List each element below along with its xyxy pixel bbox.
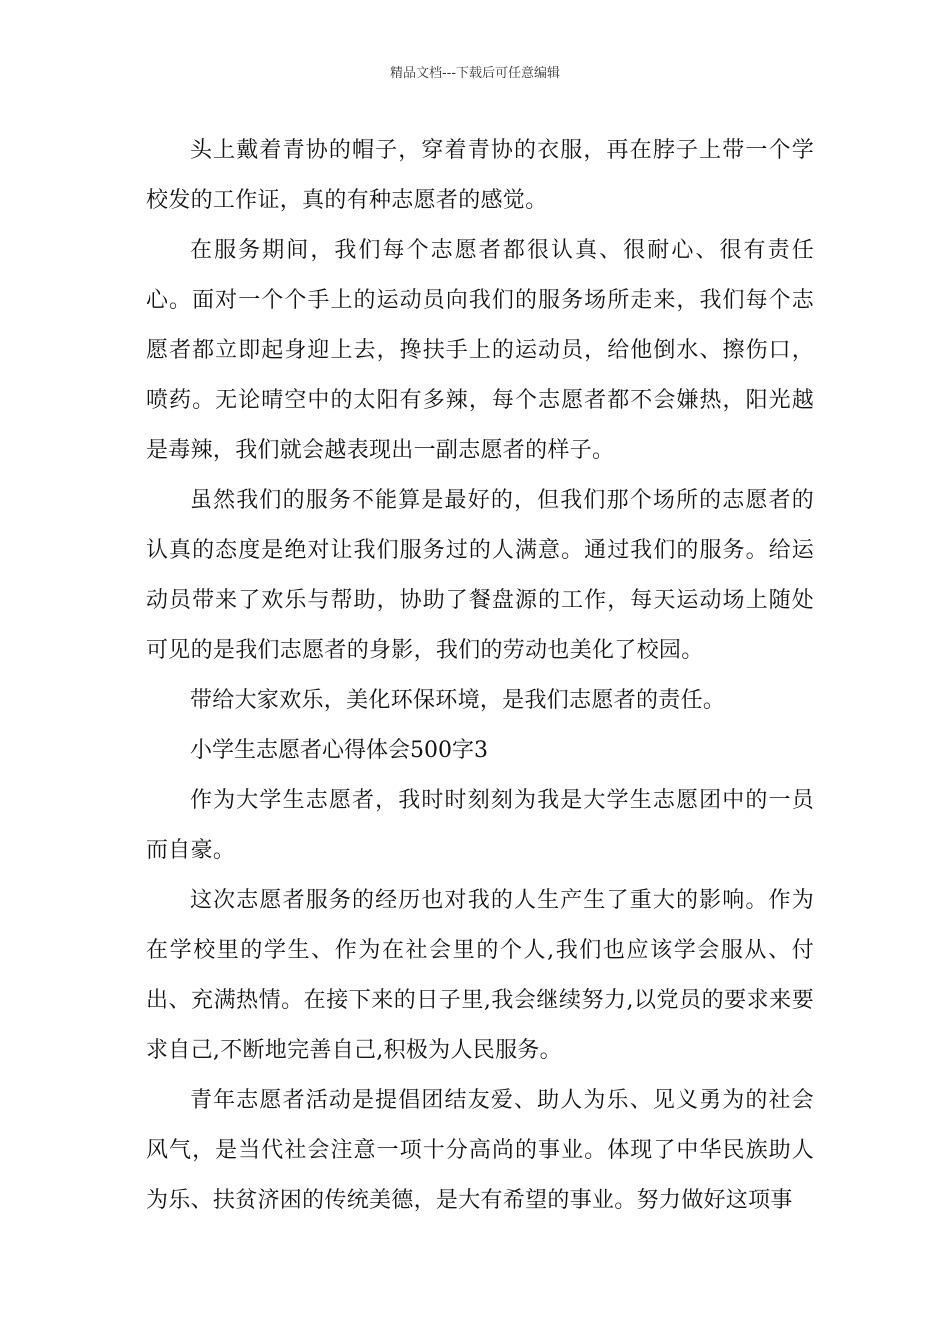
paragraph: 在服务期间，我们每个志愿者都很认真、很耐心、很有责任心。面对一个个手上的运动员向我们的服务场所走来，我们每个志愿者都立即起身迎上去，搀扶手上的运动员，给他倒水、擦伤口，喷药。无论晴空中的太阳有多辣，每个志愿者都不会嫌热，阳光越是毒辣，我们就会越表现出一副志愿者的样子。 (146, 238, 814, 463)
paragraph: 这次志愿者服务的经历也对我的人生产生了重大的影响。作为在学校里的学生、作为在社会里的个人,我们也应该学会服从、付出、充满热情。在接下来的日子里,我会继续努力,以党员的要求来要求自己,不断地完善自己,积极为人民服务。 (146, 888, 814, 1063)
page-header: 精品文档---下载后可任意编辑 (389, 66, 561, 81)
section-heading: 小学生志愿者心得体会500字3 (190, 738, 488, 763)
paragraph: 青年志愿者活动是提倡团结友爱、助人为乐、见义勇为的社会风气，是当代社会注意一项十分高尚的事业。体现了中华民族助人为乐、扶贫济困的传统美德，是大有希望的事业。努力做好这项事 (146, 1088, 814, 1213)
document-body (146, 126, 814, 1226)
paragraph: 头上戴着青协的帽子，穿着青协的衣服，再在脖子上带一个学校发的工作证，真的有种志愿者的感觉。 (146, 138, 814, 213)
paragraph: 虽然我们的服务不能算是最好的，但我们那个场所的志愿者的认真的态度是绝对让我们服务过的人满意。通过我们的服务。给运动员带来了欢乐与帮助，协助了餐盘源的工作，每天运动场上随处可见的是我们志愿者的身影，我们的劳动也美化了校园。 (146, 488, 814, 663)
paragraph: 作为大学生志愿者，我时时刻刻为我是大学生志愿团中的一员而自豪。 (146, 788, 814, 863)
paragraph: 带给大家欢乐，美化环保环境，是我们志愿者的责任。 (190, 688, 726, 713)
